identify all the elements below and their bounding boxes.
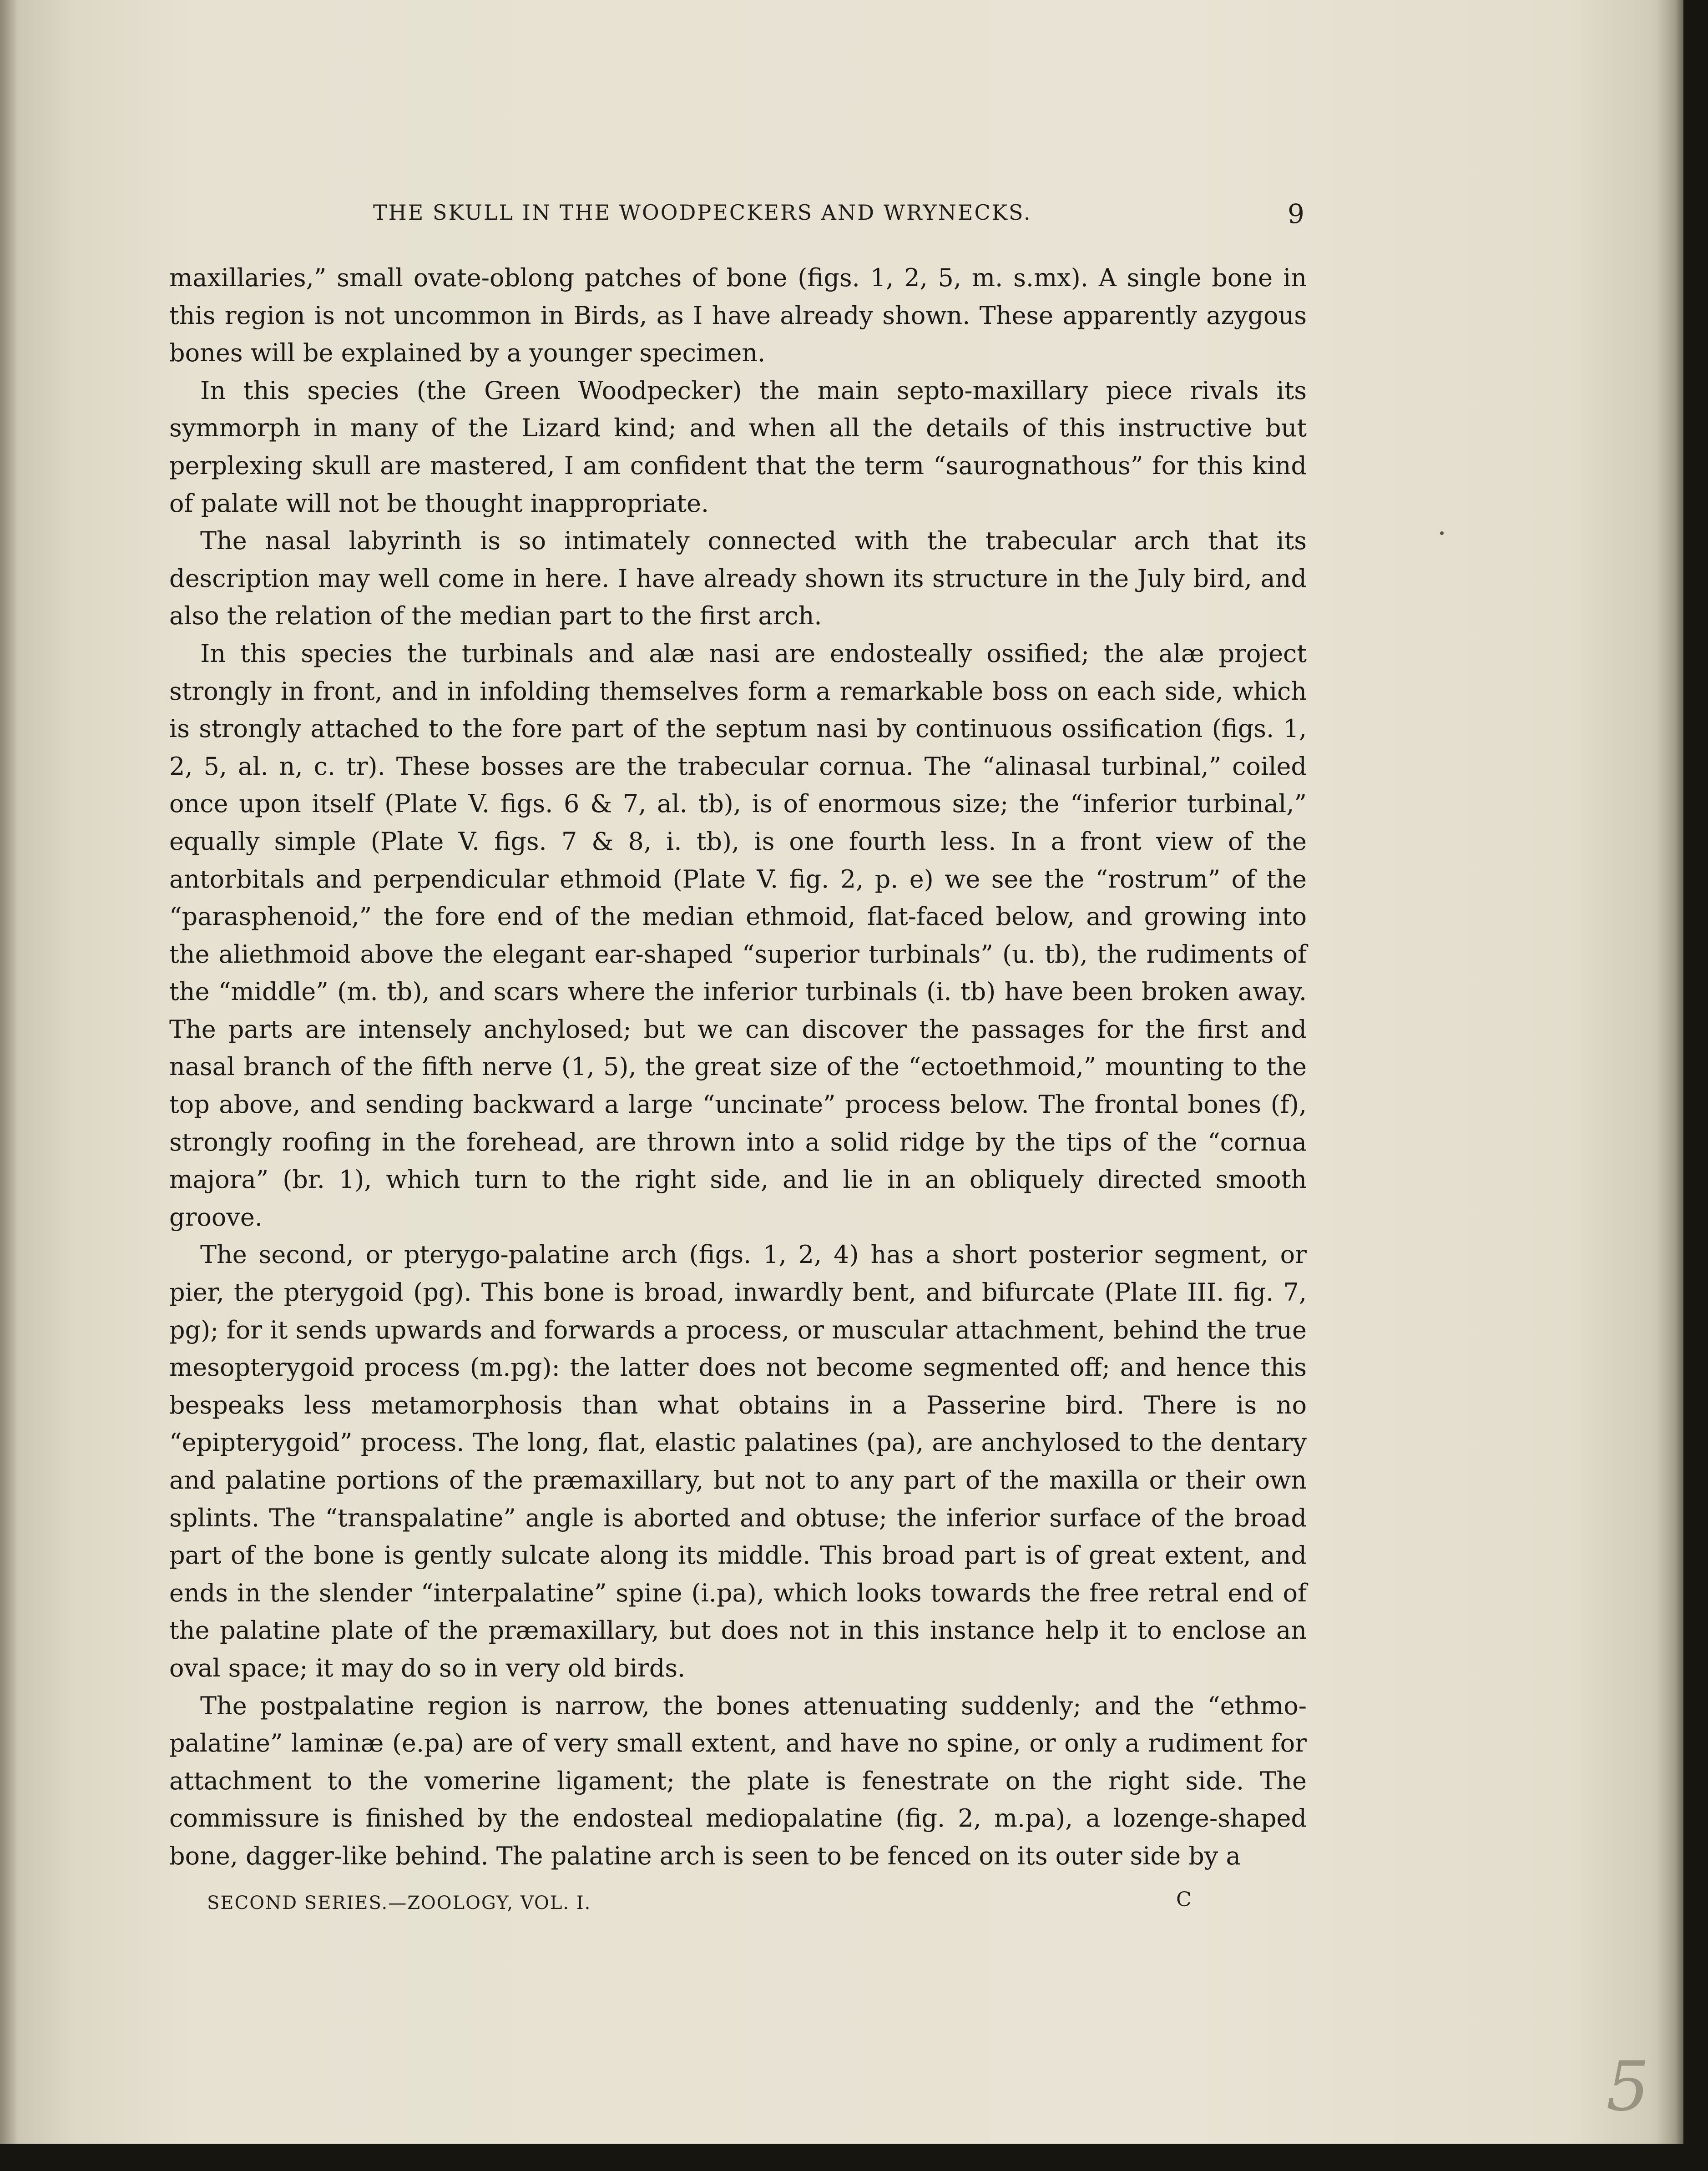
body-text bbox=[169, 259, 1307, 1875]
running-title: THE SKULL IN THE WOODPECKERS AND WRYNECKS. bbox=[373, 200, 1032, 225]
series-footer: SECOND SERIES.—ZOOLOGY, VOL. I. bbox=[207, 1893, 591, 1914]
page-edge bbox=[1656, 0, 1683, 2144]
paragraph: The postpalatine region is narrow, the bones attenuating suddenly; and the “ethmo-palatine” laminæ (e.pa) are of very small extent, and have no spine, or only a rudiment for attachment to the vomerine ligament; the plate is fenestrate on the right side. The commissure is finished by the endosteal mediopalatine (fig. 2, m.pa), a lozenge-shaped bone, dagger-like behind. The palatine arch is seen to be fenced on its outer side by a bbox=[169, 1691, 1307, 1870]
paragraph: The second, or pterygo-palatine arch (figs. 1, 2, 4) has a short posterior segment, or pier, the pterygoid (pg). This bone is broad, inwardly bent, and bifurcate (Plate III. fig. 7, pg); for it sends upwards and forwards a process, or muscular attachment, behind the true mesopterygoid process (m.pg): the latter does not become segmented off; and hence this bespeaks less metamorphosis than what obtains in a Passerine bird. There is no “epipterygoid” process. The long, flat, elastic palatines (pa), are anchylosed to the dentary and palatine portions of the præmaxillary, but not to any part of the maxilla or their own splints. The “transpalatine” angle is aborted and obtuse; the inferior surface of the broad part of the bone is gently sulcate along its middle. This broad part is of great extent, and ends in the slender “interpalatine” spine (i.pa), which looks towards the free retral end of the palatine plate of the præmaxillary, but does not in this instance help it to enclose an oval space; it may do so in very old birds. bbox=[169, 1240, 1307, 1682]
pencil-page-mark: 5 bbox=[1606, 2047, 1650, 2126]
paragraph: maxillaries,” small ovate-oblong patches of bone (figs. 1, 2, 5, m. s.mx). A single bone in this region is not uncommon in Birds, as I have already shown. These apparently azygous bones will be explained by a younger specimen. bbox=[169, 263, 1307, 368]
paragraph: In this species (the Green Woodpecker) the main septo-maxillary piece rivals its symmorph in many of the Lizard kind; and when all the details of this instructive but perplexing skull are mastered, I am confident that the term “saurognathous” for this kind of palate will not be thought inappropriate. bbox=[169, 376, 1307, 518]
gutter-shadow bbox=[0, 0, 18, 2144]
ink-speck bbox=[1440, 531, 1444, 535]
paragraph: The nasal labyrinth is so intimately connected with the trabecular arch that its description may well come in here. I have already shown its structure in the July bird, and also the relation of the median part to the first arch. bbox=[169, 526, 1307, 631]
signature-mark: C bbox=[1176, 1888, 1192, 1911]
page-number: 9 bbox=[1288, 198, 1304, 229]
paragraph: In this species the turbinals and alæ nasi are endosteally ossified; the alæ project strongly in front, and in infolding themselves form a remarkable boss on each side, which is strongly attached to the fore part of the septum nasi by continuous ossification (figs. 1, 2, 5, al. n, c. tr). These bosses are the trabecular cornua. The “alinasal turbinal,” coiled once upon itself (Plate V. figs. 6 & 7, al. tb), is of enormous size; the “inferior turbinal,” equally simple (Plate V. figs. 7 & 8, i. tb), is one fourth less. In a front view of the antorbitals and perpendicular ethmoid (Plate V. fig. 2, p. e) we see the “rostrum” of the “parasphenoid,” the fore end of the median ethmoid, flat-faced below, and growing into the aliethmoid above the elegant ear-shaped “superior turbinals” (u. tb), the rudiments of the “middle” (m. tb), and scars where the inferior turbinals (i. tb) have been broken away. The parts are intensely anchylosed; but we can discover the passages for the first and nasal branch of the fifth nerve (1, 5), the great size of the “ectoethmoid,” mounting to the top above, and sending backward a large “uncinate” process below. The frontal bones (f), strongly roofing in the forehead, are thrown into a solid ridge by the tips of the “cornua majora” (br. 1), which turn to the right side, and lie in an obliquely directed smooth groove. bbox=[169, 639, 1307, 1232]
